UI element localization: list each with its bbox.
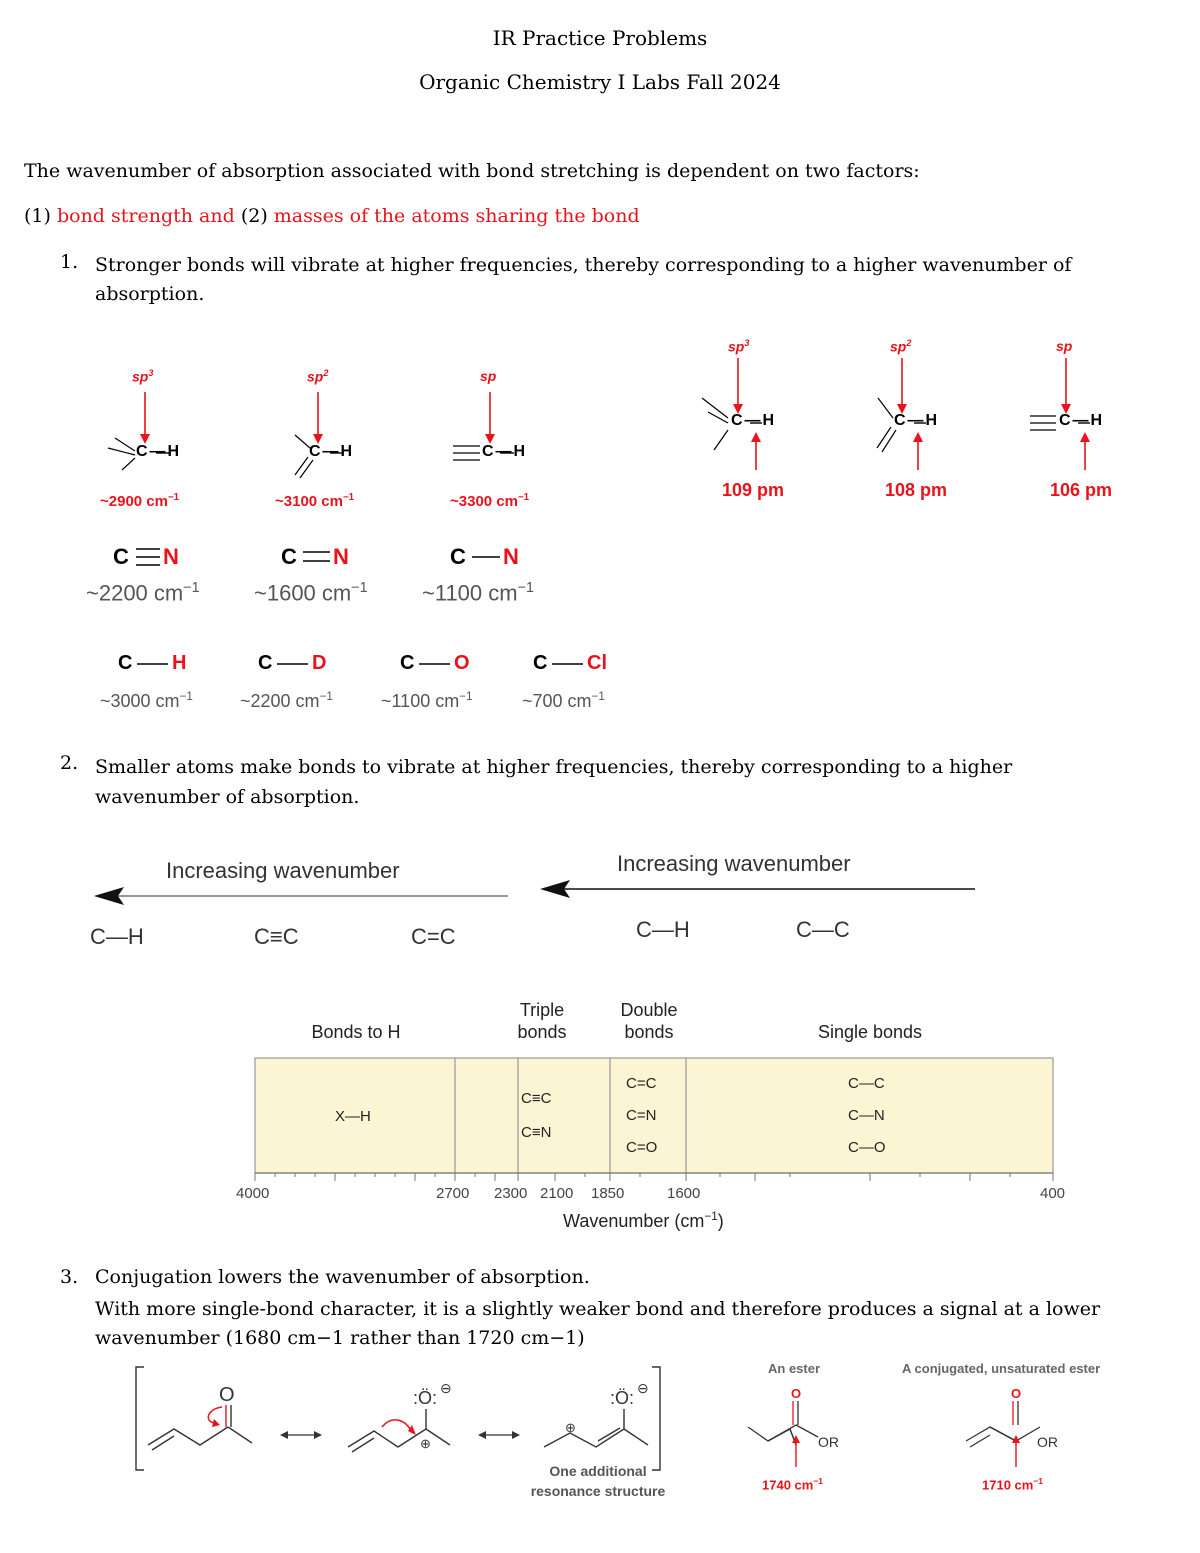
sp3-length-bond: C—H (731, 412, 777, 429)
cn-double-lines (303, 552, 330, 561)
sp2-wavenumber: ~3100 $cm^{-1}$ (275, 492, 355, 510)
left-arrow (94, 887, 508, 905)
sp-label: sp (480, 368, 497, 384)
sp2-label: $sp^2$ (307, 368, 329, 385)
region-label-triple: Triple bonds (517, 1000, 567, 1042)
resonance-structure-2 (348, 1409, 450, 1452)
page-subtitle: Organic Chemistry I Labs Fall 2024 (419, 70, 781, 94)
factors-line (24, 205, 640, 227)
ester-wn: 1740 $cm^{-1}$ (762, 1476, 823, 1493)
sp2-bond-length: 108 pm (885, 480, 948, 500)
right-item-cc: C—C (796, 917, 850, 942)
sp2-ch-structure (295, 392, 344, 478)
ccl-wn: ~700 $cm^{-1}$ (522, 690, 605, 711)
region-label-h: Bonds to H (311, 1022, 401, 1042)
ch-length-figure (690, 330, 1170, 470)
ch-c: C (118, 652, 133, 674)
tick-2700: 2700 (436, 1185, 470, 1202)
cd-c: C (258, 652, 273, 674)
point2-num: 2. (60, 752, 79, 774)
sp3-wavenumber: ~2900 $cm^{-1}$ (100, 492, 180, 510)
right-arrow (540, 880, 975, 898)
left-bracket (136, 1367, 144, 1470)
sp-bond-length: 106 pm (1050, 480, 1113, 500)
sp-length-label: sp (1056, 338, 1073, 354)
point2-text: Smaller atoms make bonds to vibrate at higher frequencies, thereby corresponding to a higher wavenumber of absorption. (95, 756, 1013, 808)
ch-h: H (172, 652, 187, 674)
left-item-ccc: C≡C (254, 924, 299, 949)
sp3-bond-length: 109 pm (722, 480, 785, 500)
sp-length-bond: C—H (1059, 412, 1105, 429)
conj-ester-or: OR (1037, 1434, 1058, 1450)
page-title: IR Practice Problems (492, 26, 708, 50)
conj-ester-o: O (1011, 1386, 1022, 1401)
factor1-text: bond strength and (56, 205, 235, 227)
tick-2300: 2300 (494, 1185, 528, 1202)
ch-wn: ~3000 $cm^{-1}$ (100, 690, 193, 711)
resonance-arrow-1 (280, 1431, 322, 1439)
tick-400: 400 (1040, 1185, 1066, 1202)
left-arrow-label: Increasing wavenumber (166, 858, 400, 883)
region-label-single: Single bonds (817, 1022, 923, 1042)
co-o: O (454, 652, 470, 674)
ester-title: An ester (768, 1361, 821, 1376)
ester-structure (748, 1401, 818, 1467)
single-co: C—O (848, 1139, 886, 1156)
cn-single-n: N (503, 544, 519, 569)
point3-line1: Conjugation lowers the wavenumber of absorption. (95, 1266, 590, 1288)
res-oxygen-2: :Ö: (413, 1388, 438, 1408)
resonance-caption-2: resonance structure (530, 1483, 666, 1499)
conj-ester-title: A conjugated, unsaturated ester (902, 1361, 1101, 1376)
resonance-arrow-2 (478, 1431, 520, 1439)
cn-triple-c: C (113, 544, 129, 569)
res-oxygen-1: O (219, 1384, 235, 1406)
sp-bond: C—H (482, 443, 528, 460)
sp3-bond: C—H (136, 443, 182, 460)
res-neg-2: ⊖ (440, 1380, 452, 1396)
tick-2100: 2100 (540, 1185, 574, 1202)
conj-ester-structure (966, 1401, 1040, 1467)
sp2-bond: C—H (309, 443, 355, 460)
resonance-caption-1: One additional (549, 1463, 647, 1479)
ccl-c: C (533, 652, 548, 674)
cn-triple-wn: ~2200 $cm^{-1}$ (86, 580, 200, 606)
right-item-ch: C—H (636, 917, 690, 942)
cn-single-wn: ~1100 $cm^{-1}$ (422, 580, 534, 606)
co-c: C (400, 652, 415, 674)
xh-label: X—H (335, 1108, 371, 1125)
point3-line2: With more single-bond character, it is a slightly weaker bond and therefore produces a signal at a lower wavenumber (1680 cm−1 rather than 1720 cm−1) (95, 1298, 1101, 1349)
right-bracket (652, 1367, 660, 1470)
single-cn: C—N (848, 1107, 885, 1124)
sp2-length-label: $sp^2$ (890, 338, 912, 355)
tick-4000: 4000 (236, 1185, 270, 1202)
cn-double-wn: ~1600 $cm^{-1}$ (254, 580, 368, 606)
chart-ticks (255, 1173, 1053, 1181)
single-cc: C—C (848, 1075, 885, 1092)
chart-xlabel: Wavenumber $(cm^{-1})$ (563, 1210, 724, 1231)
cd-d: D (312, 652, 327, 674)
factor2-text: masses of the atoms sharing the bond (273, 205, 640, 227)
res-neg-3: ⊖ (637, 1380, 649, 1396)
sp3-length-label: $sp^3$ (728, 338, 750, 355)
co-wn: ~1100 $cm^{-1}$ (381, 690, 473, 711)
sp-wavenumber: ~3300 $cm^{-1}$ (450, 492, 530, 510)
intro-line: The wavenumber of absorption associated with bond stretching is dependent on two factors: (24, 160, 920, 182)
sp2-length-bond: C—H (894, 412, 940, 429)
cd-wn: ~2200 $cm^{-1}$ (240, 690, 333, 711)
cn-double-n: N (333, 544, 349, 569)
tick-1850: 1850 (591, 1185, 625, 1202)
factor1-num: (1) (24, 205, 51, 227)
res-pos-3: ⊕ (565, 1420, 576, 1435)
factor2-num: (2) (240, 205, 268, 227)
ester-or: OR (818, 1434, 839, 1450)
left-item-cc: C=C (411, 924, 456, 949)
resonance-structure-1 (148, 1405, 252, 1450)
sp3-label: $sp^3$ (132, 368, 154, 385)
resonance-structure-3 (544, 1409, 648, 1447)
double-cc: C=C (626, 1075, 657, 1092)
point1-num: 1. (60, 251, 79, 273)
region-label-double: Double bonds (620, 1000, 678, 1042)
ester-o: O (791, 1386, 802, 1401)
double-co: C=O (626, 1139, 658, 1156)
cn-triple-lines (136, 549, 160, 565)
triple-cn: C≡N (521, 1124, 552, 1141)
triple-cc: C≡C (521, 1090, 552, 1107)
point1-text: Stronger bonds will vibrate at higher frequencies, thereby corresponding to a higher wavenumber of absorption. (95, 254, 1072, 305)
point3-num: 3. (60, 1266, 79, 1288)
tick-1600: 1600 (667, 1185, 701, 1202)
double-cn: C=N (626, 1107, 657, 1124)
right-arrow-label: Increasing wavenumber (617, 851, 851, 876)
conj-ester-wn: 1710 $cm^{-1}$ (982, 1476, 1043, 1493)
cn-single-c: C (450, 544, 466, 569)
cn-double-c: C (281, 544, 297, 569)
res-oxygen-3: :Ö: (610, 1388, 635, 1408)
resonance-figure (130, 1365, 690, 1475)
res-pos-2: ⊕ (420, 1436, 431, 1451)
cn-triple-n: N (163, 544, 179, 569)
ccl-cl: Cl (587, 652, 607, 674)
left-item-ch: C—H (90, 924, 144, 949)
